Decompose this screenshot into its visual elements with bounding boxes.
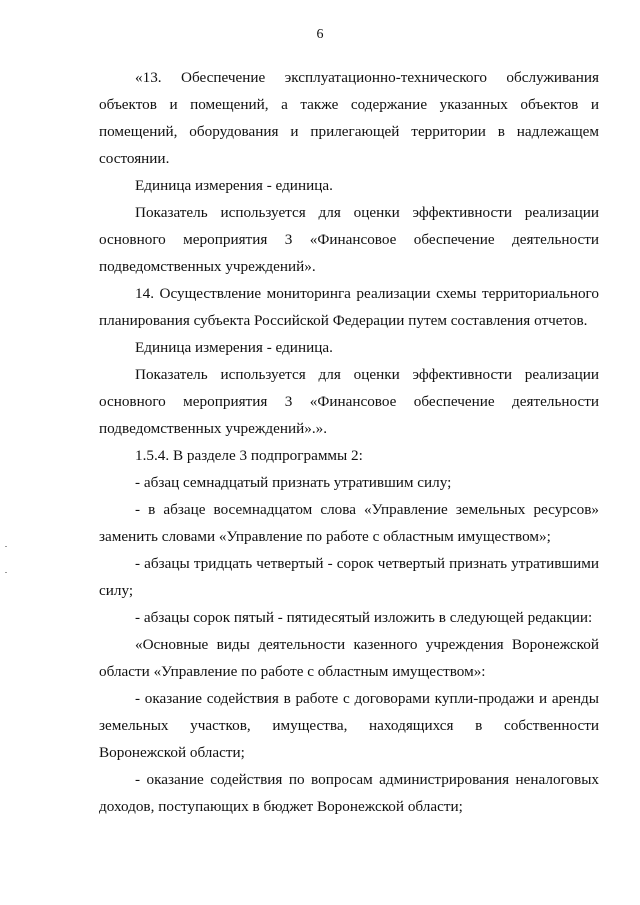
paragraph-unit-2: Единица измерения - единица. [135,339,333,356]
paragraph-indicator-1: Показатель используется для оценки эффективности реализации основного мероприятия 3 «Финансовое обеспечение деятельности подведомственных учреждений». [99,204,599,275]
paragraph-item-14: 14. Осуществление мониторинга реализации схемы территориального планирования субъекта Российской Федерации путем составления отчетов. [99,285,599,329]
paragraph-section-heading: 1.5.4. В разделе 3 подпрограммы 2: [135,447,363,464]
paragraph-amendment-3: - абзацы тридцать четвертый - сорок четвертый признать утратившими силу; [99,555,599,599]
paragraph-amendment-4: - абзацы сорок пятый - пятидесятый изложить в следующей редакции: [135,609,593,626]
paragraph-item-13: «13. Обеспечение эксплуатационно-технического обслуживания объектов и помещений, а также содержание указанных объектов и помещений, оборудования и прилегающей территории в надлежащем состоянии. [99,69,599,167]
paragraph-activities-intro: «Основные виды деятельности казенного учреждения Воронежской области «Управление по работе с областным имуществом»: [99,636,599,680]
paragraph-amendment-1: - абзац семнадцатый признать утратившим силу; [135,474,452,491]
paragraph-unit-1: Единица измерения - единица. [135,177,333,194]
document-body [99,64,599,820]
page-number: 6 [316,27,324,42]
paragraph-indicator-2: Показатель используется для оценки эффективности реализации основного мероприятия 3 «Финансовое обеспечение деятельности подведомственных учреждений».». [99,366,599,437]
paragraph-amendment-2: - в абзаце восемнадцатом слова «Управление земельных ресурсов» заменить словами «Управление по работе с областным имуществом»; [99,501,599,545]
scan-edge-mark [5,546,7,547]
paragraph-activity-1: - оказание содействия в работе с договорами купли-продажи и аренды земельных участков, имущества, находящихся в собственности Воронежской области; [99,690,599,761]
scan-edge-mark [5,572,7,573]
paragraph-activity-2: - оказание содействия по вопросам администрирования неналоговых доходов, поступающих в бюджет Воронежской области; [99,771,599,815]
